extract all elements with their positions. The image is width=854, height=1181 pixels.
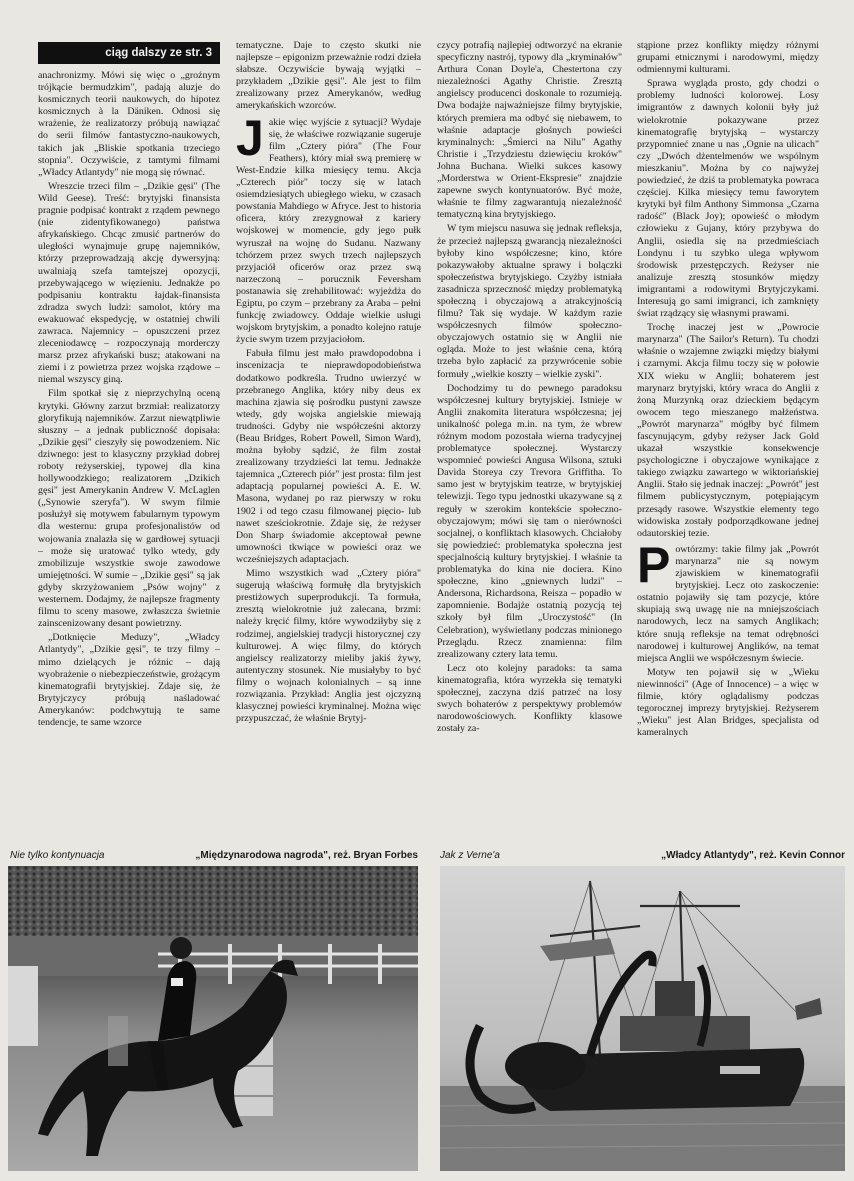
photo-caption-right-title: „Władcy Atlantydy", reż. Kevin Connor bbox=[661, 850, 845, 861]
horse-rider-photo bbox=[8, 866, 418, 1171]
text-column-2 bbox=[236, 40, 421, 840]
paragraph: Dochodzimy tu do pewnego paradoksu współczesnej kultury brytyjskiej. Istnieje w Anglii znakomita literatura współczesna; jej unikalność polega m.in. na tym, że wbrew różnym modom pozostała wierna tradycyjnej problematyce społecznej. Wystarczy wspomnieć powieści Angusa Wilsona, sztuki Davida Storeya czy Trevora Griffitha. To samo jest w brytyjskim teatrze, w brytyjskiej telewizji. Tego typu jednostki ukazywane są z reguły w szerokim kontekście społeczno-obyczajowym; mówi się tam o nierówności socjalnej, o konfliktach klasowych. Chciałoby się powiedzieć: problematyka społeczna jest specjalnością kultury brytyjskiej. I właśnie ta problematyka do kina nie dociera. Kino społeczne, kino „gniewnych ludzi" – Andersona, Richardsona, Reisza – popadło w zapomnienie. Bodajże ostatnią pozycją tej szkoły był film „Uroczystość" (In Celebration), wyświetlany podczas minionego Przeglądu. Rzecz znamienna: film zrealizowany cztery lata temu. bbox=[437, 382, 622, 660]
photo-caption-left-label: Nie tylko kontynuacja bbox=[10, 850, 105, 861]
paragraph: anachronizmy. Mówi się więc o „groźnym trójkącie bermudzkim", padają aluzje do kosmicznych teorii naukowych, do hipotez kosmicznych à la Däniken. Odnosi się wrażenie, że realizatorzy próbują nawiązać do serii filmów fantastyczno-naukowych, takich jak „Bliskie spotkania trzeciego stopnia". Oczywiście, z tamtymi filmami „Władcy Atlantydy" nie mogą się równać. bbox=[38, 70, 220, 178]
paragraph: Film spotkał się z nieprzychylną oceną krytyki. Główny zarzut brzmiał: realizatorzy gloryfikują najemników. Zarzut niewątpliwie słuszny – a jednak publiczność dopisała: „Dzikie gęsi" cieszyły się powodzeniem. Nic dziwnego: jest to klasyczny przykład dobrej roboty reżyserskiej, typowej dla kina hollywoodzkiego; realizatorem „Dzikich gęsi" jest Amerykanin Andrew V. McLaglen („Synowie szeryfa"). W swym filmie posłużył się motywem fabularnym typowym dla westernu: grupa profesjonalistów od wojowania znalazła się w gardłowej sytuacji – może się uratować tylko wtedy, gdy zmobilizuje wszystkie swoje zawodowe umiejętności. W sumie – „Dzikie gęsi" są jak gdyby skrzyżowaniem „Psów wojny" z westernem. Dodajmy, że najlepsze fragmenty filmu to sceny masowe, zwłaszcza świetnie zainscenizowany desant powietrzny. bbox=[38, 388, 220, 630]
photo-caption-left-title: „Międzynarodowa nagroda", reż. Bryan Forbes bbox=[195, 850, 418, 861]
paragraph: Fabuła filmu jest mało prawdopodobna i inscenizacja te nieprawdopodobieństwa dodatkowo podkreśla. Trudno uwierzyć w przebranego Anglika, który niby deus ex machina zjawia się pośrodku pustyni zawsze wtedy, gdy wojska angielskie miewają trudności. Gdyby nie współcześni aktorzy (Beau Bridges, Robert Powell, Simon Ward), można byłoby sądzić, że film został zrealizowany trzydzieści lat temu. Jednakże tajemnica „Czterech piór" jest prosta: film jest adaptacją popularnej powieści A. E. W. Masona, wydanej po raz pierwszy w roku 1902 i od tego czasu filmowanej pięcio- lub nawet sześciokrotnie. Zdaje się, że reżyser Don Sharp świadomie akceptował pewne umowności tkwiące w powieści oraz we wcześniejszych adaptacjach. bbox=[236, 348, 421, 565]
paragraph: Trochę inaczej jest w „Powrocie marynarza" (The Sailor's Return). Tu chodzi właśnie o wzajemne związki między białymi i czarnymi. Akcja filmu toczy się w połowie XIX wieku w Anglii; bohaterem jest marynarz brytyjski, który wraca do Anglii z żoną Murzynką oraz dzieckiem będącym owocem tego mieszanego małżeństwa. „Powrót marynarza" mógłby być filmem fascynującym, gdyby reżyser Jack Gold ukazał wszystkie konsekwencje psychologiczne i obyczajowe wynikające z takiego związku zawartego w wiktoriańskiej Anglii. Stało się jednak inaczej: „Powrót" jest filmem publicystycznym, potępiającym przesądy rasowe. Wszystkie elementy tego widowiska zostały podporządkowane jednej odautorskiej tezie. bbox=[637, 322, 819, 539]
dropcap-paragraph bbox=[236, 109, 421, 347]
ship-sea-monster-image bbox=[440, 866, 845, 1171]
dropcap-paragraph bbox=[637, 536, 819, 665]
paragraph: stąpione przez konflikty między różnymi grupami etnicznymi i narodowymi, między odmiennymi kulturami. bbox=[637, 40, 819, 76]
paragraph: Wreszcie trzeci film – „Dzikie gęsi" (The Wild Geese). Treść: brytyjski finansista pragnie podpisać kontrakt z rządem pewnego (nie zidentyfikowanego) państwa afrykańskiego. Chcąc zmusić partnerów do uległości wynajmuje grupę najemników, którzy przeprowadzają akcję dywersyjną: uwalniają szefa tamtejszej opozycji, przebywającego w więzieniu. Jednakże po podpisaniu kontraktu łajdak-finansista zdradza swych ludzi: samolot, który ma ewakuować ekspedycję, w ostatniej chwili zawraca. Najemnicy – opuszczeni przez zleceniodawcę – rozpoczynają morderczy marsz przez afrykański busz; atakowani na ziemi i z powietrza przez wojska rządowe – niemal wszyscy giną. bbox=[38, 180, 220, 386]
paragraph: Motyw ten pojawił się w „Wieku niewinności" (Age of Innocence) – a więc w filmie, który oglądalismy podczas tegorocznej imprezy brytyjskiej. Reżyserem „Wieku" jest Alan Bridges, specjalista od kameralnych bbox=[637, 666, 819, 739]
paragraph: tematyczne. Daje to często skutki nie najlepsze – epigonizm przeważnie rodzi dzieła słabsze. Oczywiście bywają wyjątki – przykładem „Dzikie gęsi". Ale jest to film zrealizowany przez Amerykanów, według amerykańskich wzorców. bbox=[236, 40, 421, 112]
dropcap-letter: J bbox=[236, 109, 264, 166]
photo-caption-right-label: Jak z Verne'a bbox=[440, 850, 500, 861]
paragraph: „Dotknięcie Meduzy", „Władcy Atlantydy", „Dzikie gęsi", te trzy filmy – mimo dzielących je różnic – dają wyobrażenie o niebezpieczeństwie, grożącym kinematografii brytyjskiej. Zdaje się, że Brytyjczycy próbują naśladować Amerykanów: podchwytują te same tendencje, te same wzorce bbox=[38, 632, 220, 728]
paragraph: Sprawa wygląda prosto, gdy chodzi o problemy ludności kolorowej. Losy imigrantów z dawnych kolonii były już wielokrotnie pokazywane przez kinematografię brytyjską – wystarczy przypomnieć znane u nas „Ognie na ulicach" czy „Dwóch dżentelmenów we wspólnym mieszkaniu". Można by co najwyżej powiedzieć, że dziś ta problematyka powraca częściej. Kilka miesięcy temu faworytem krytyki był film Anthony Simmonsa „Czarna radość" (Black Joy); opowieść o młodym człowieku z Gujany, który przybywa do Anglii, osiedla się na przedmieściach Londynu i tu szybko ulega wpływom środowisk przestępczych. Reżyser nie analizuje zresztą stosunków między imigrantami a rodowitymi Brytyjczykami. Interesują go sami imigranci, ich zamknięty świat rządzący się własnymi prawami. bbox=[637, 78, 819, 320]
paragraph: W tym miejscu nasuwa się jednak refleksja, że przecież najlepszą gwarancją niezależności byłoby kino współczesne; kino, które pokazywałoby aktualne sprawy i bolączki społeczeństwa brytyjskiego. Czyżby istniała zasadnicza sprzeczność między problematyką społeczną i obyczajową a atrakcyjnością filmu? Tak się wydaje. W każdym razie współczesnych filmów społeczno-obyczajowych ostatnio się w Anglii nie ogląda. Może to jest właśnie cena, którą trzeba było zapłacić za przywrócenie sobie formuły „wielkie koszty – wielkie zyski". bbox=[437, 223, 622, 380]
dropcap-letter: P bbox=[637, 536, 671, 593]
paragraph: Lecz oto kolejny paradoks: ta sama kinematografia, która wyrzekła się tematyki społecznej, zaczyna dziś patrzeć na losy swych bohaterów z perspektywy problemów narodowościowych. Konflikty klasowe zostały za- bbox=[437, 662, 622, 735]
paragraph: czycy potrafią najlepiej odtworzyć na ekranie specyficzny nastrój, typowy dla „kryminałów" Arthura Conan Doyle'a, Chestertona czy niezależności Agathy Christie. Zresztą angielscy producenci doskonale to rozumieją. Dwa bodajże najważniejsze filmy brytyjskie, których premiera ma odbyć się niebawem, to właśnie adaptacje głośnych powieści kryminalnych: „Śmierci na Nilu" Agathy Christie i „Trzydziestu dziewięciu kroków" Johna Buchana. Wielki sukces kasowy „Morderstwa w Orient-Ekspresie" znajdzie zapewne swych kontynuatorów. Być może, właśnie te filmy zagwarantują niezależność tematyczną kina brytyjskiego. bbox=[437, 40, 622, 221]
dropcap-paragraph-text: owtórzmy: takie filmy jak „Powrót marynarza" nie są nowym zjawiskiem w kinematografii brytyjskiej. Lecz oto zaskoczenie: ostatnio pojawiły się tam pozycje, które skupiają swą uwagę nie na mniejszościach narodowych, lecz na samych Anglikach; które snują refleksje na temat odrębności narodowej i kulturowej Anglików, na temat miejsca Anglii we współczesnym świecie. bbox=[637, 543, 819, 664]
text-column-1 bbox=[38, 70, 220, 840]
horse-rider-image bbox=[8, 866, 418, 1171]
ship-sea-monster-photo bbox=[440, 866, 845, 1171]
paragraph: Mimo wszystkich wad „Cztery pióra" sugerują właściwą formułę dla brytyjskich prestiżowych superprodukcji. Ta formuła, zresztą wielokrotnie już zalecana, brzmi: należy kręcić filmy, które wywodziłyby się z rodzimej, angielskiej tradycji historycznej czy kulturowej. A więc filmy, do których angielscy realizatorzy mieliby jakiś żywy, autentyczny stosunek. Nie musiałyby to być filmy o wojnach kolonialnych – są inne rozwiązania. Przykład: Anglia jest ojczyzną klasycznej powieści kryminalnej. Można więc przypuszczać, że właśnie Brytyj- bbox=[236, 568, 421, 725]
dropcap-paragraph-text: akie więc wyjście z sytuacji? Wydaje się, że właściwe rozwiązanie sugeruje film „Cztery pióra" (The Four Feathers), który miał swą premierę w West-Endzie kilka miesięcy temu. Akcja „Czterech piór" toczy się w latach osiemdziesiątych ubiegłego wieku, w czasach powstania Mahdiego w Afryce. Jest to historia oficera, który zrezygnował z kariery wojskowej w momencie, gdy jego pułk wyruszał na wojnę do Sudanu. Nazwany tchórzem przez swych trzech najlepszych przyjaciół oficerów oraz przez swą narzeczoną – porucznik Feversham postanawia się zrehabilitować: wyjeżdża do Egiptu, po czym – przebrany za Araba – pełni funkcję zwiadowcy. Oddaje wielkie usługi wojskom brytyjskim, a ponadto kolejno ratuje życie swym trzem przyjaciołom. bbox=[236, 116, 421, 346]
text-column-3 bbox=[437, 40, 622, 840]
text-column-4 bbox=[637, 40, 819, 840]
continued-banner: ciąg dalszy ze str. 3 bbox=[38, 42, 220, 64]
